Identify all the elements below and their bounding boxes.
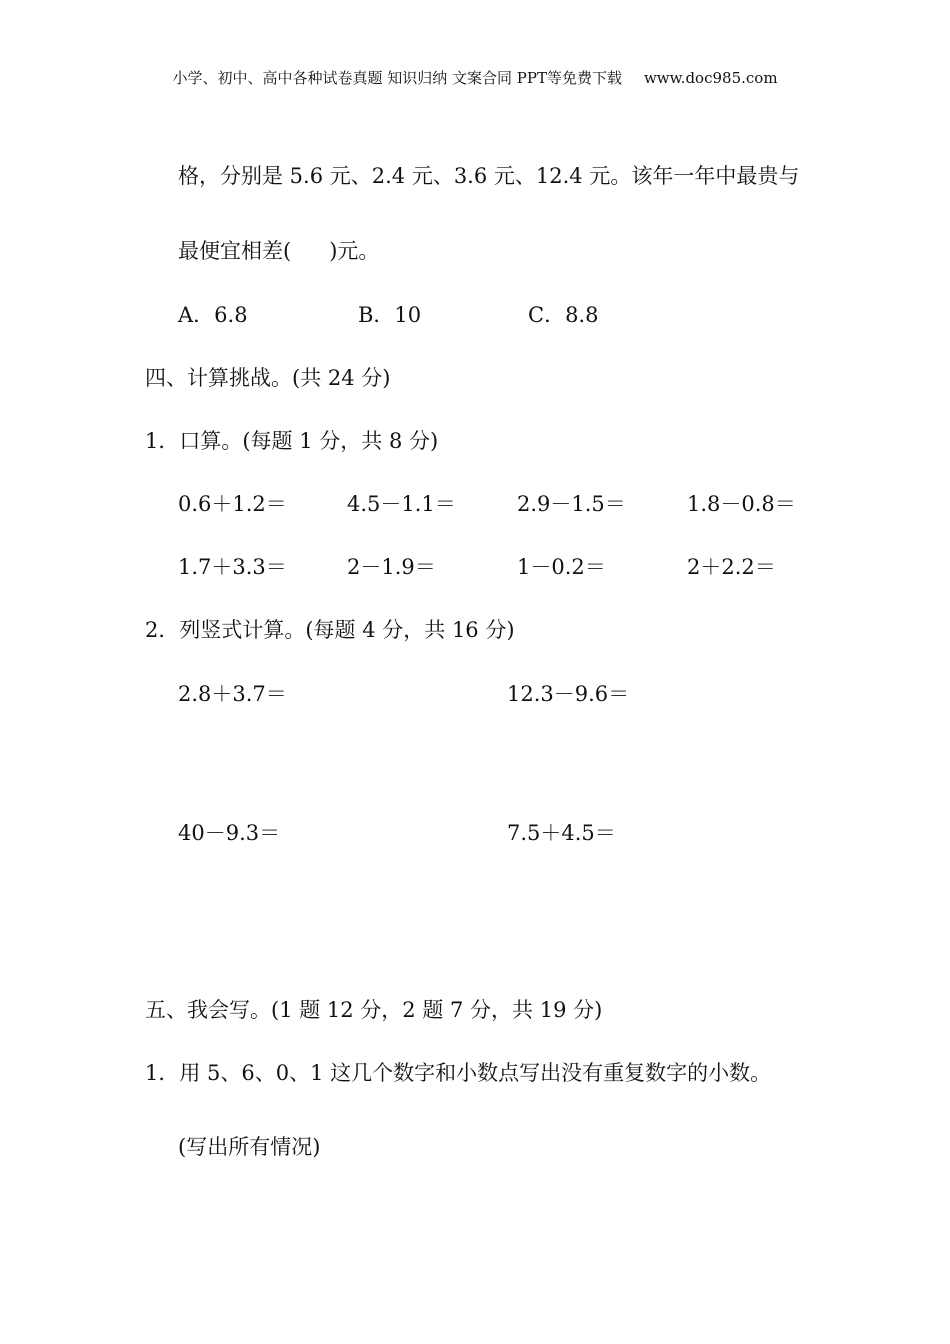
section-4-q2-title: 2．列竖式计算。(每题 4 分，共 16 分): [145, 618, 515, 642]
option-c[interactable]: C．8.8: [528, 303, 599, 327]
section-5-q1-line-1: 1．用 5、6、0、1 这几个数字和小数点写出没有重复数字的小数。: [145, 1061, 772, 1085]
oral-calc-item: 0.6＋1.2＝: [178, 492, 287, 516]
section-5-q1-line-2: (写出所有情况): [178, 1135, 321, 1159]
vertical-calc-item: 2.8＋3.7＝: [178, 682, 287, 706]
price-question-text-after: )元。: [329, 239, 380, 263]
oral-calc-item: 1.8－0.8＝: [687, 492, 796, 516]
option-a[interactable]: A．6.8: [178, 303, 248, 327]
vertical-calc-item: 40－9.3＝: [178, 821, 281, 845]
oral-calc-item: 2.9－1.5＝: [517, 492, 626, 516]
section-5-title: 五、我会写。(1 题 12 分，2 题 7 分，共 19 分): [145, 998, 603, 1022]
header-url[interactable]: www.doc985.com: [643, 69, 778, 87]
oral-calc-item: 1－0.2＝: [517, 555, 606, 579]
vertical-calc-item: 12.3－9.6＝: [507, 682, 630, 706]
price-question-line-2: [178, 237, 379, 265]
oral-calc-item: 2－1.9＝: [347, 555, 436, 579]
oral-calc-item: 4.5－1.1＝: [347, 492, 456, 516]
price-question-text-before: 最便宜相差(: [178, 239, 292, 263]
oral-calc-item: 1.7＋3.3＝: [178, 555, 287, 579]
vertical-calc-item: 7.5＋4.5＝: [507, 821, 616, 845]
page-header: [0, 68, 950, 88]
oral-calc-item: 2＋2.2＝: [687, 555, 776, 579]
option-b[interactable]: B．10: [358, 303, 422, 327]
header-text: 小学、初中、高中各种试卷真题 知识归纳 文案合同 PPT等免费下载: [172, 69, 622, 87]
section-4-q1-title: 1．口算。(每题 1 分，共 8 分): [145, 429, 439, 453]
section-4-title: 四、计算挑战。(共 24 分): [145, 366, 391, 390]
price-question-line-1: 格，分别是 5.6 元、2.4 元、3.6 元、12.4 元。该年一年中最贵与: [178, 164, 800, 188]
